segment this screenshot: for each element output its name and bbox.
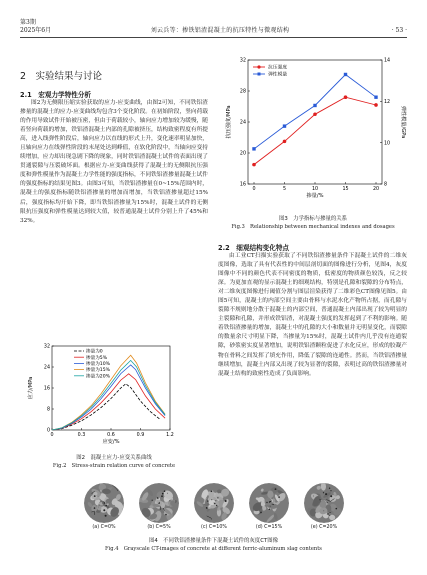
fig2-x-tick-label: 0	[50, 433, 54, 438]
fig3-left-tick-label: 28	[239, 89, 246, 95]
fig2-y-tick-label: 0	[46, 428, 50, 434]
fig3-point-0-3	[344, 95, 348, 99]
ct-image-d	[249, 483, 289, 523]
fig3-point-1-4	[374, 96, 377, 99]
fig3-x-tick-label: 0	[252, 187, 256, 192]
ct-pore	[103, 509, 105, 511]
body-text-left: 图2为无侧限压缩实验获取的应力-应变曲线，由图2可知，不同铁铝渣掺量的混凝土的应力-应变曲线均包含3个变化阶段。在初始阶段，竖向荷载的作用导致试件开始被压密，但由于荷载较小，轴向应力增加较为缓慢，随着竖向荷载的增加，铁铝渣混凝土内部的孔隙被挤压，结构致密程度有所提高，进入线弹性阶段后，轴向应力以直线的形式上升，变化速率明显加快，且轴向应力在线弹性阶段的末尾处达到峰值，在软化阶段中，当轴向应变持续增加，应力却出现急剧下降的现象，同时铁铝渣混凝土试件的表面出现了贯通裂隙与压裂破坏面。根据应力-应变曲线获得了混凝土的无侧限抗压强度和弹性模量作为混凝土力学性能的强度指标，不同铁铝渣掺量混凝土试件的强度指标的结果见图3。由图3可知，当铁铝渣掺量在0~15%范围内时，混凝土的强度指标随铁铝渣掺量的增加而增加，当铁铝渣掺量超过15%后，强度指标均开始下降，即当铁铝渣掺量为15%时，混凝土试件的无侧限抗压强度和弹性模量达到较大值，较普通混凝土试件分别上升了45%和32%。	[20, 100, 208, 224]
fig3-point-1-1	[283, 124, 286, 127]
fig2-x-tick-label: 1.2	[166, 433, 174, 438]
fig2-y-tick-label: 32	[43, 344, 50, 350]
fig2-y-axis-label: 应力/MPa	[28, 376, 34, 400]
fig2-y-tick-label: 24	[43, 365, 50, 371]
ct-pore	[217, 497, 218, 498]
ct-pore	[327, 502, 328, 503]
ct-pore	[313, 496, 314, 497]
fig3-series-line-0	[254, 97, 376, 164]
subsection-2-2: 2.2 细观结构变化特点	[218, 244, 290, 252]
fig3-point-1-3	[344, 73, 347, 76]
ct-image-a	[84, 483, 124, 523]
ct-pore	[157, 497, 159, 499]
fig3-left-tick-label: 32	[239, 58, 246, 64]
ct-pore	[207, 500, 208, 501]
fig3-left-tick-label: 16	[239, 182, 246, 188]
page-number: · 53 ·	[391, 27, 407, 34]
ct-pore	[164, 490, 166, 492]
ct-image-b	[139, 483, 179, 523]
ct-pore	[106, 503, 107, 504]
ct-label-e: (e) C=20%	[310, 525, 338, 530]
ct-image-c	[194, 483, 234, 523]
fig2-legend-label-4: 掺量为20%	[86, 374, 110, 380]
ct-pore	[323, 511, 324, 512]
ct-pore	[105, 505, 107, 507]
fig2-x-tick-label: 0.3	[77, 433, 86, 438]
running-title: 刘云兵等：掺铁铝渣混凝土的抗压特性与微观结构	[150, 27, 290, 34]
fig4-ct-images	[84, 483, 344, 533]
ct-pore	[152, 500, 153, 501]
ct-pore	[275, 488, 277, 490]
fig3-point-0-4	[374, 103, 378, 107]
fig3-right-tick-label: 14	[384, 58, 391, 64]
section-title: 2 实验结果与讨论	[20, 71, 103, 82]
ct-pore	[216, 505, 217, 506]
ct-pore	[320, 499, 321, 500]
fig2-caption-en: Fig.2 Stress-strain relation curve of concrete	[52, 463, 176, 469]
ct-label-a: (a) C=0%	[92, 525, 116, 530]
issue-date: 2025年6月	[20, 27, 52, 34]
ct-pore	[329, 488, 330, 489]
ct-pore	[162, 493, 164, 495]
ct-pore	[211, 499, 212, 500]
fig3-legend-marker-0	[257, 65, 260, 68]
fig3-x-axis-label: 掺量/%	[306, 193, 324, 199]
fig2-x-tick-label: 0.9	[136, 433, 145, 438]
fig4-caption-cn: 图4 不同铁铝渣掺量条件下混凝土试件的灰度CT图像	[148, 538, 279, 544]
ct-pore	[158, 503, 159, 504]
fig3-point-0-0	[252, 163, 256, 167]
fig3-x-tick-label: 5	[282, 187, 287, 192]
fig3-right-axis-label: 弹性模量/GPa	[400, 105, 406, 139]
ct-label-c: (c) C=10%	[201, 525, 227, 530]
fig3-point-0-2	[313, 112, 317, 116]
fig3-caption-en: Fig.3 Relationship between mechanical indexes and dosages	[231, 224, 395, 230]
fig3-x-tick-label: 10	[311, 187, 319, 192]
ct-pore	[169, 500, 170, 501]
fig2-stress-strain-chart	[18, 340, 208, 452]
ct-label-b: (b) C=5%	[147, 525, 171, 530]
ct-pore	[98, 507, 99, 508]
fig2-legend-label-0: 掺量为0	[86, 349, 103, 355]
fig3-mechanical-index-chart	[218, 54, 410, 214]
fig3-point-1-2	[313, 104, 316, 107]
fig3-legend-marker-1	[258, 73, 261, 76]
fig2-legend-label-1: 掺量为5%	[86, 355, 108, 361]
ct-pore	[272, 504, 273, 505]
ct-pore	[330, 490, 331, 491]
fig2-y-tick-label: 16	[43, 386, 50, 392]
ct-pore	[92, 493, 93, 494]
fig3-x-tick-label: 20	[372, 187, 380, 192]
fig2-series-line-1	[52, 374, 165, 430]
ct-pore	[206, 507, 208, 509]
ct-pore	[104, 502, 106, 504]
ct-pore	[215, 500, 216, 501]
fig4-caption-en: Fig.4 Grayscale CT-images of concrete at different ferric-aluminum slag contents	[105, 546, 322, 552]
fig2-legend-label-3: 掺量为15%	[86, 368, 110, 374]
fig3-plot-frame	[248, 60, 382, 184]
fig3-point-1-0	[252, 147, 255, 150]
fig3-right-tick-label: 12	[384, 99, 391, 105]
ct-pore	[105, 515, 107, 517]
fig3-legend-label-0: 抗压强度	[268, 65, 288, 71]
ct-pore	[167, 493, 168, 494]
ct-label-d: (d) C=15%	[255, 525, 283, 530]
fig3-x-tick-label: 15	[342, 187, 349, 192]
fig3-left-axis-label: 抗压强度/MPa	[226, 105, 232, 139]
ct-pore	[270, 501, 271, 502]
fig2-y-tick-label: 8	[46, 407, 50, 413]
ct-pore	[271, 506, 272, 507]
ct-pore	[330, 495, 332, 497]
ct-pore	[161, 495, 163, 497]
ct-pore	[323, 492, 324, 493]
ct-pore	[94, 495, 96, 497]
header-rule	[20, 37, 407, 38]
fig2-x-tick-label: 0.6	[107, 433, 115, 438]
subsection-2-1: 2.1 宏观力学特性分析	[20, 91, 92, 99]
fig3-caption-cn: 图3 力学指标与掺量的关系	[278, 216, 348, 222]
ct-aggregate	[267, 491, 273, 499]
fig3-right-tick-label: 10	[384, 141, 391, 147]
fig2-plot-frame	[52, 346, 170, 430]
ct-pore	[214, 503, 215, 504]
ct-image-e	[304, 483, 344, 523]
ct-pore	[94, 507, 96, 509]
fig3-point-0-1	[283, 140, 287, 144]
fig2-x-axis-label: 应变/%	[102, 439, 120, 445]
body-text-right: 由工业CT扫描实验获取了不同铁铝渣掺量条件下混凝土试件的二维灰度图像，选取了具有代表性的中间层剖切面的图像进行分析，见图4，灰度图像中不同的颜色代表不同密度的物质，低密度的物质颜色较浅，反之较深。为更加直观的显示混凝土的细观结构，特别是孔隙和裂隙的分布特点，对二维灰度图像进行阈值分割与图层渲染获得了二维彩色CT图像见图5。由图5可知，混凝土的内部空间主要由骨料与水泥水化产物所占据，而孔隙与裂隙不规则地分散于混凝土的内部空间，普通混凝土内部出现了较为明显的主裂隙和孔隙，并形成铁铝渣，对混凝土强度的发挥起到了不利的影响。随着铁铝渣掺量的增加，混凝土中的孔隙的大小和数量并无明显变化，而裂隙的数量余尺寸明显下降，当掺量为15%时，混凝土试件内几乎没有连通裂隙，砂浆密实度显著增加，说明铁铝渣颗粒促进了水化反应，形成的胶凝产物在骨料之间发挥了填充作用，降低了裂隙的连通性。然而，当铁铝渣掺量继续增加，混凝土内部又出现了较为显著的裂隙，表明过高的铁铝渣掺量对混凝土结构的致密性造成了负面影响。	[218, 253, 407, 377]
issue-number: 第3期	[20, 19, 36, 26]
ct-pore	[272, 498, 273, 499]
fig2-series-line-0	[52, 384, 160, 430]
fig2-caption-cn: 图2 混凝土应力-应变关系曲线	[76, 455, 152, 461]
ct-pore	[225, 500, 227, 502]
fig2-legend-label-2: 掺量为10%	[86, 362, 110, 367]
fig3-right-tick-label: 8	[384, 182, 388, 188]
ct-pore	[165, 514, 167, 516]
fig3-left-tick-label: 20	[239, 151, 246, 157]
ct-pore	[269, 509, 270, 510]
ct-pore	[266, 502, 267, 503]
fig3-legend-label-1: 弹性模量	[268, 72, 288, 78]
ct-pore	[105, 504, 106, 505]
ct-pore	[211, 491, 213, 493]
fig3-left-tick-label: 24	[239, 120, 246, 126]
ct-pore	[278, 496, 280, 498]
ct-pore	[325, 493, 327, 495]
ct-pore	[336, 508, 338, 510]
fig3-series-line-1	[254, 75, 376, 149]
ct-pore	[260, 512, 262, 514]
